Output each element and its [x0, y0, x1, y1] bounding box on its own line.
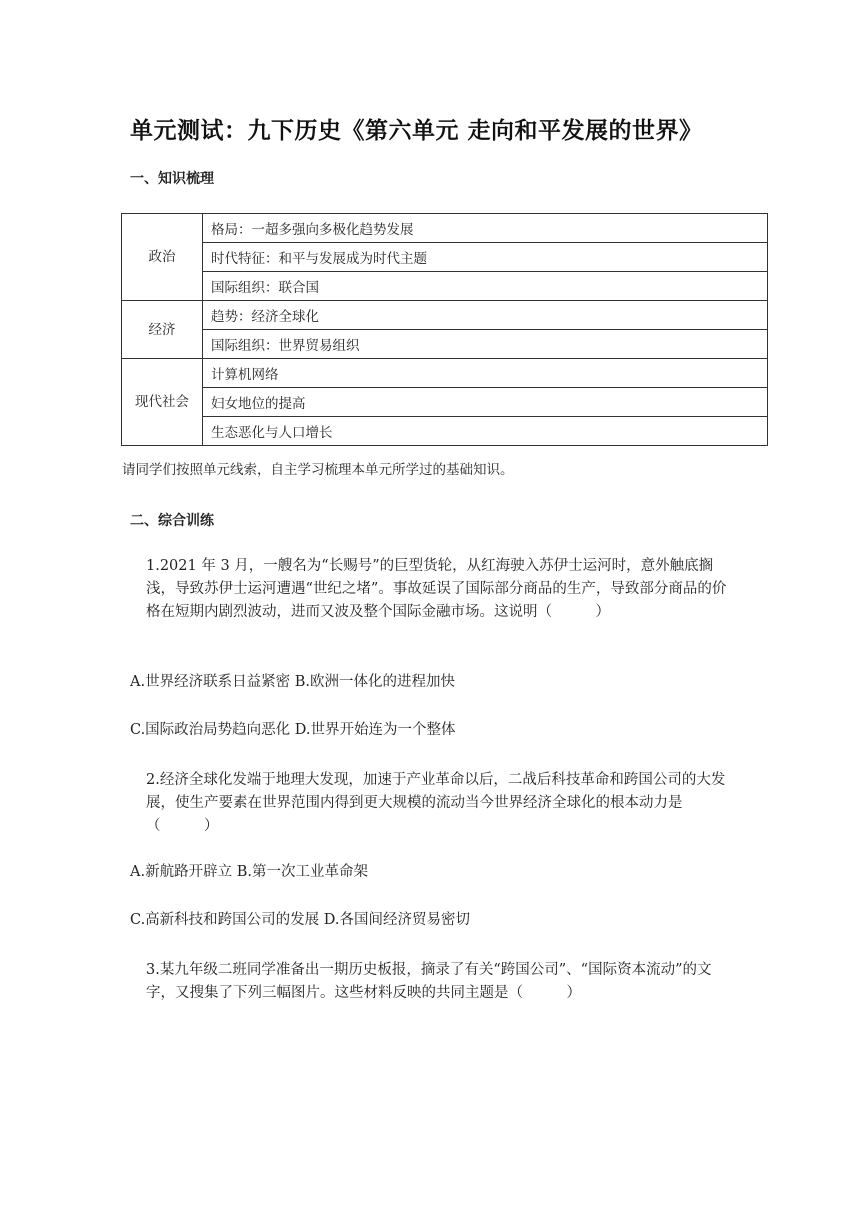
question-1-options-ab: A.世界经济联系日益紧密 B.欧洲一体化的进程加快: [130, 674, 455, 690]
table-row: [122, 359, 768, 388]
table-row: [122, 214, 768, 243]
table-row: [122, 330, 768, 359]
question-1-stem: 1.2021 年 3 月，一艘名为“长赐号”的巨型货轮，从红海驶入苏伊士运河时，意外触底搁浅，导致苏伊士运河遭遇“世纪之堵”。事故延误了国际部分商品的生产，导致部分商品的价格在短期内剧烈波动，进而又波及整个国际金融市场。这说明（ ）: [146, 558, 727, 620]
table-cell: 计算机网络: [203, 359, 768, 388]
knowledge-table: [121, 213, 768, 446]
table-cell: 妇女地位的提高: [203, 388, 768, 417]
table-row: [122, 417, 768, 446]
table-row: [122, 243, 768, 272]
table-cell: 格局：一超多强向多极化趋势发展: [203, 214, 768, 243]
question-2-options-ab: A.新航路开辟立 B.第一次工业革命架: [130, 864, 368, 880]
table-cell: 趋势：经济全球化: [203, 301, 768, 330]
question-1-options-cd: C.国际政治局势趋向恶化 D.世界开始连为一个整体: [130, 722, 456, 738]
table-cell: 时代特征：和平与发展成为时代主题: [203, 243, 768, 272]
table-row: [122, 301, 768, 330]
table-row: [122, 272, 768, 301]
question-2-options-cd: C.高新科技和跨国公司的发展 D.各国间经济贸易密切: [130, 912, 471, 928]
table-cell: 国际组织：世界贸易组织: [203, 330, 768, 359]
question-3-stem: 3.某九年级二班同学准备出一期历史板报，摘录了有关“跨国公司”、“国际资本流动”的文字，又搜集了下列三幅图片。这些材料反映的共同主题是（ ）: [146, 962, 712, 1001]
section-heading-training: 二、综合训练: [130, 513, 214, 529]
category-economy: 经济: [122, 301, 203, 359]
table-cell: 国际组织：联合国: [203, 272, 768, 301]
category-society: 现代社会: [122, 359, 203, 446]
instruction-note: 请同学们按照单元线索，自主学习梳理本单元所学过的基础知识。: [122, 462, 514, 478]
category-politics: 政治: [122, 214, 203, 301]
table-cell: 生态恶化与人口增长: [203, 417, 768, 446]
question-2-stem: 2.经济全球化发端于地理大发现，加速于产业革命以后，二战后科技革命和跨国公司的大发展，使生产要素在世界范围内得到更大规模的流动当今世界经济全球化的根本动力是（ ）: [146, 772, 726, 834]
page-title: 单元测试：九下历史《第六单元 走向和平发展的世界》: [130, 118, 703, 144]
section-heading-knowledge: 一、知识梳理: [130, 171, 214, 187]
table-row: [122, 388, 768, 417]
